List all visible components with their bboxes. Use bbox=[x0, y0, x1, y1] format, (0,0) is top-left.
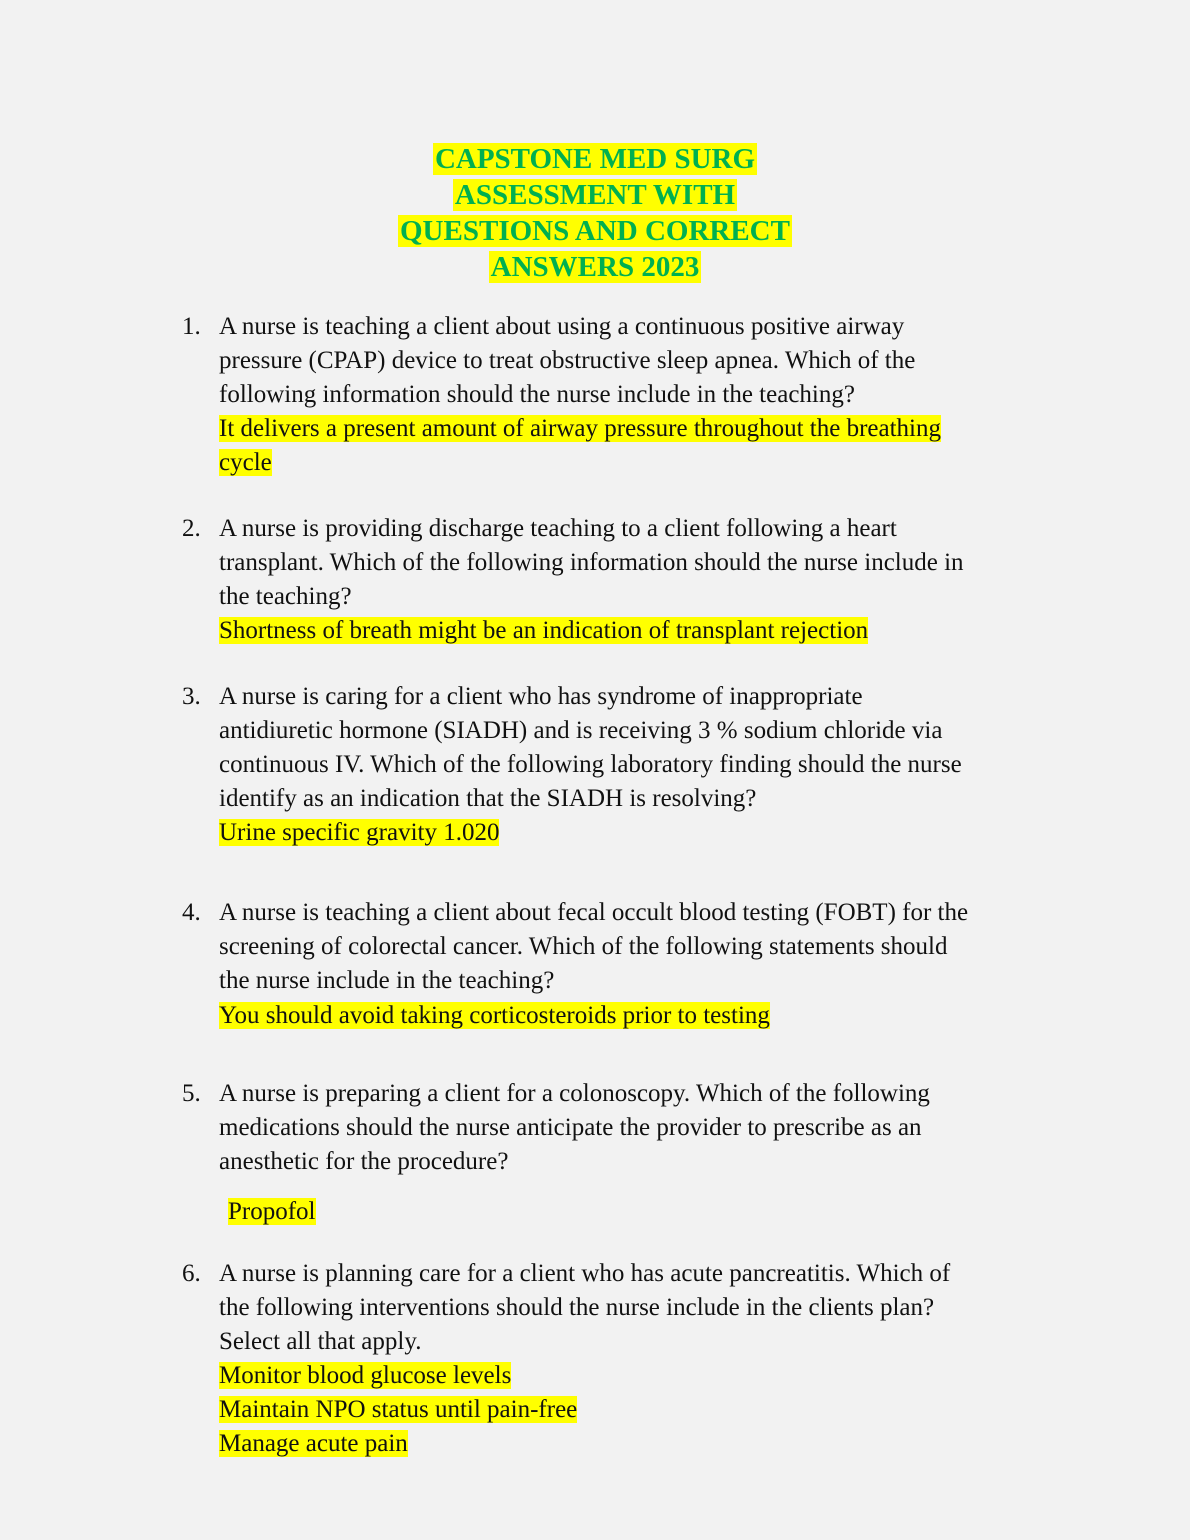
title-line bbox=[0, 141, 1190, 177]
question-number: 4. bbox=[182, 899, 201, 926]
answer-line bbox=[219, 614, 1049, 648]
question-body bbox=[219, 1077, 1049, 1229]
title-line bbox=[0, 213, 1190, 249]
question-text-line: anesthetic for the procedure? bbox=[219, 1148, 509, 1175]
question-text-line: antidiuretic hormone (SIADH) and is receiving 3 % sodium chloride via bbox=[219, 717, 943, 744]
title-line bbox=[0, 249, 1190, 285]
question-text-line: screening of colorectal cancer. Which of the following statements should bbox=[219, 933, 948, 960]
question-body bbox=[219, 680, 1049, 850]
question-number: 6. bbox=[182, 1260, 201, 1287]
question-text-line: A nurse is planning care for a client who has acute pancreatitis. Which of bbox=[219, 1260, 951, 1287]
answer-highlight: Shortness of breath might be an indication of transplant rejection bbox=[219, 617, 869, 644]
question-body bbox=[219, 310, 1049, 480]
question-text-line: pressure (CPAP) device to treat obstructive sleep apnea. Which of the bbox=[219, 347, 916, 374]
question-text-line: following information should the nurse include in the teaching? bbox=[219, 381, 855, 408]
title-text: ANSWERS 2023 bbox=[490, 251, 700, 283]
answer-line bbox=[219, 1427, 1049, 1461]
question-text-line: A nurse is teaching a client about fecal occult blood testing (FOBT) for the bbox=[219, 899, 969, 926]
question-number: 1. bbox=[182, 313, 201, 340]
answer-highlight: Monitor blood glucose levels bbox=[219, 1362, 512, 1389]
question-number: 2. bbox=[182, 515, 201, 542]
question-text-line: A nurse is providing discharge teaching to a client following a heart bbox=[219, 515, 897, 542]
question-text-line: the teaching? bbox=[219, 583, 352, 610]
answer-highlight: Propofol bbox=[228, 1198, 316, 1225]
answer-line bbox=[219, 446, 1049, 480]
question-body bbox=[219, 896, 1049, 1033]
question-text-line: continuous IV. Which of the following laboratory finding should the nurse bbox=[219, 751, 962, 778]
answer-line bbox=[219, 412, 1049, 446]
question-text-line: transplant. Which of the following information should the nurse include in bbox=[219, 549, 964, 576]
answer-line bbox=[219, 1393, 1049, 1427]
question-number: 3. bbox=[182, 683, 201, 710]
question-body bbox=[219, 512, 1049, 648]
document-title bbox=[0, 141, 1190, 285]
title-text: CAPSTONE MED SURG bbox=[434, 143, 756, 175]
title-text: ASSESSMENT WITH bbox=[454, 179, 736, 211]
question-text-line: the following interventions should the nurse include in the clients plan? bbox=[219, 1294, 935, 1321]
answer-highlight: You should avoid taking corticosteroids prior to testing bbox=[219, 1002, 770, 1029]
answer-highlight: Manage acute pain bbox=[219, 1430, 408, 1457]
answer-highlight: Maintain NPO status until pain-free bbox=[219, 1396, 578, 1423]
question-text-line: medications should the nurse anticipate the provider to prescribe as an bbox=[219, 1114, 922, 1141]
question-text-line: A nurse is preparing a client for a colonoscopy. Which of the following bbox=[219, 1080, 930, 1107]
question-number: 5. bbox=[182, 1080, 201, 1107]
answer-line bbox=[219, 1359, 1049, 1393]
answer-highlight: It delivers a present amount of airway pressure throughout the breathing bbox=[219, 415, 941, 442]
question-text-line: the nurse include in the teaching? bbox=[219, 967, 555, 994]
answer-line bbox=[219, 1195, 1049, 1229]
title-text: QUESTIONS AND CORRECT bbox=[400, 215, 790, 247]
question-text-line: identify as an indication that the SIADH is resolving? bbox=[219, 785, 757, 812]
answer-line bbox=[219, 816, 1049, 850]
answer-highlight: cycle bbox=[219, 449, 272, 476]
answer-line bbox=[219, 999, 1049, 1033]
answer-highlight: Urine specific gravity 1.020 bbox=[219, 819, 500, 846]
question-text-line: Select all that apply. bbox=[219, 1328, 422, 1355]
question-body bbox=[219, 1257, 1049, 1461]
title-line bbox=[0, 177, 1190, 213]
question-text-line: A nurse is teaching a client about using a continuous positive airway bbox=[219, 313, 905, 340]
question-text-line: A nurse is caring for a client who has syndrome of inappropriate bbox=[219, 683, 863, 710]
